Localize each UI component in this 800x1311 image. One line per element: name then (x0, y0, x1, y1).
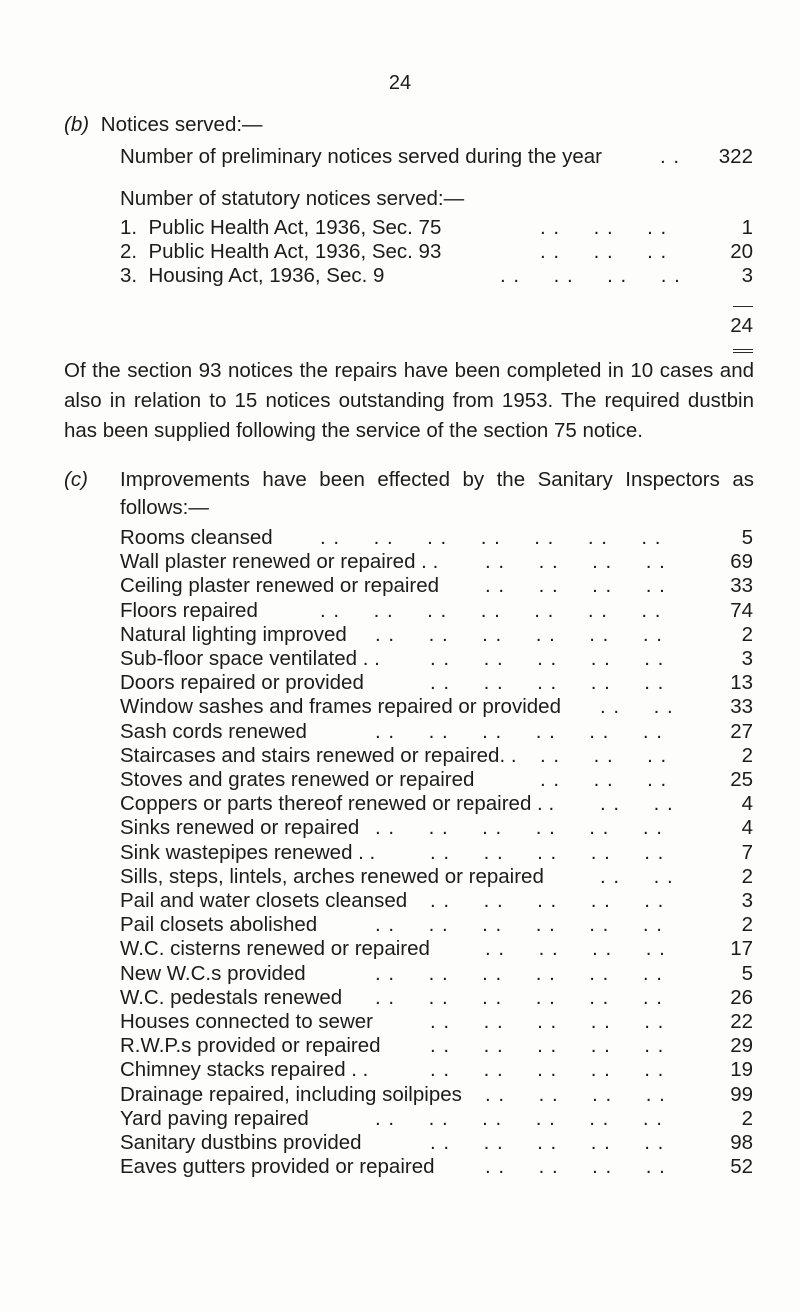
leader-dots: . . . . . . . . . . . . . . (320, 599, 662, 622)
improvement-label: Window sashes and frames repaired or provided (120, 695, 561, 718)
preliminary-notices-value: 322 (718, 145, 753, 168)
leader-dots: . . . . . . . . . . (430, 841, 665, 864)
leader-dots: . . . . . . . . (500, 264, 681, 287)
improvement-row (120, 1010, 753, 1034)
improvement-label: Doors repaired or provided (120, 671, 364, 694)
total-double-rule (733, 349, 753, 353)
leader-dots: . . . . . . . . . . (430, 1034, 665, 1057)
improvement-value: 3 (741, 647, 753, 670)
improvement-row (120, 768, 753, 792)
improvement-label: Pail closets abolished (120, 913, 318, 936)
leader-dots: . . . . . . . . (485, 550, 666, 573)
improvement-value: 99 (730, 1083, 753, 1106)
improvement-label: New W.C.s provided (120, 962, 306, 985)
section-b-heading (64, 113, 263, 137)
improvement-label: Sinks renewed or repaired (120, 816, 360, 839)
improvement-row (120, 841, 753, 865)
leader-dots: . . . . . . . . . . (430, 647, 665, 670)
improvement-row (120, 1155, 753, 1179)
improvement-row (120, 1083, 753, 1107)
total-rule (733, 306, 753, 307)
leader-dots: . . . . . . . . . . . . (375, 816, 663, 839)
leader-dots: . . . . . . (540, 216, 668, 239)
statutory-total-value: 24 (730, 314, 753, 337)
leader-dots: . . . . . . . . . . . . (375, 962, 663, 985)
section-93-paragraph: Of the section 93 notices the repairs have been completed in 10 cases and also in relation to 15 notices outstanding from 1953. The required dustbin has been supplied following the service of the section 75 notice. (64, 359, 754, 442)
improvement-row (120, 1107, 753, 1131)
section-c-heading (64, 468, 754, 492)
improvement-row (120, 1131, 753, 1155)
improvement-value: 27 (730, 720, 753, 743)
improvement-row (120, 720, 753, 744)
improvement-row (120, 671, 753, 695)
improvement-row (120, 792, 753, 816)
improvement-value: 4 (741, 792, 753, 815)
improvement-value: 29 (730, 1034, 753, 1057)
improvement-row (120, 1058, 753, 1082)
improvement-value: 2 (741, 623, 753, 646)
improvement-label: Ceiling plaster renewed or repaired (120, 574, 440, 597)
statutory-notice-label: 3. Housing Act, 1936, Sec. 9 (120, 264, 385, 287)
leader-dots: . . . . . . . . (485, 574, 666, 597)
improvement-label: Sash cords renewed (120, 720, 307, 743)
statutory-total-row (120, 314, 753, 338)
improvement-value: 13 (730, 671, 753, 694)
leader-dots: . . . . . . (540, 744, 668, 767)
improvement-value: 2 (741, 865, 753, 888)
leader-dots: . . . . . . . . . . . . (375, 1107, 663, 1130)
statutory-notice-value: 3 (741, 264, 753, 287)
improvement-value: 2 (741, 1107, 753, 1130)
page-number: 24 (388, 72, 412, 94)
improvement-value: 98 (730, 1131, 753, 1154)
improvement-label: Coppers or parts thereof renewed or repaired . . (120, 792, 555, 815)
improvement-label: R.W.P.s provided or repaired (120, 1034, 381, 1057)
improvement-value: 17 (730, 937, 753, 960)
improvement-row (120, 1034, 753, 1058)
improvement-value: 5 (741, 526, 753, 549)
improvement-row (120, 889, 753, 913)
improvement-row (120, 574, 753, 598)
improvement-value: 4 (741, 816, 753, 839)
improvement-label: Wall plaster renewed or repaired . . (120, 550, 439, 573)
improvement-label: Sills, steps, lintels, arches renewed or repaired (120, 865, 544, 888)
improvement-row (120, 550, 753, 574)
section-b-marker: (b) (64, 113, 90, 136)
improvement-value: 25 (730, 768, 753, 791)
improvement-row (120, 865, 753, 889)
improvement-label: Eaves gutters provided or repaired (120, 1155, 435, 1178)
preliminary-notices-row (120, 145, 753, 169)
section-c-title: Improvements have been effected by the Sanitary Inspectors as (120, 468, 754, 491)
leader-dots: . . . . (600, 792, 674, 815)
improvement-row (120, 623, 753, 647)
improvement-row (120, 744, 753, 768)
preliminary-notices-label: Number of preliminary notices served during the year (120, 145, 602, 168)
leader-dots: . . . . . . . . (485, 1155, 666, 1178)
statutory-notices-heading: Number of statutory notices served:— (120, 187, 465, 210)
improvement-value: 26 (730, 986, 753, 1009)
improvement-value: 22 (730, 1010, 753, 1033)
improvement-value: 3 (741, 889, 753, 912)
statutory-notice-row (120, 264, 753, 288)
statutory-notice-label: 2. Public Health Act, 1936, Sec. 93 (120, 240, 442, 263)
statutory-notice-label: 1. Public Health Act, 1936, Sec. 75 (120, 216, 442, 239)
leader-dots: . . . . . . . . . . (430, 671, 665, 694)
improvement-label: Drainage repaired, including soilpipes (120, 1083, 462, 1106)
improvement-row (120, 962, 753, 986)
improvement-value: 69 (730, 550, 753, 573)
improvement-label: Floors repaired (120, 599, 258, 622)
leader-dots: . . (660, 145, 681, 168)
improvement-label: Sanitary dustbins provided (120, 1131, 362, 1154)
improvement-label: Chimney stacks repaired . . (120, 1058, 369, 1081)
improvement-label: Staircases and stairs renewed or repaired. . (120, 744, 517, 767)
improvement-row (120, 526, 753, 550)
section-c-marker: (c) (64, 468, 88, 491)
improvement-label: Natural lighting improved (120, 623, 347, 646)
statutory-notice-row (120, 216, 753, 240)
leader-dots: . . . . (600, 695, 674, 718)
leader-dots: . . . . . . . . . . . . (375, 720, 663, 743)
leader-dots: . . . . . . . . . . (430, 1010, 665, 1033)
improvement-row (120, 986, 753, 1010)
statutory-notice-value: 20 (730, 240, 753, 263)
improvement-label: Pail and water closets cleansed (120, 889, 408, 912)
statutory-notice-row (120, 240, 753, 264)
leader-dots: . . . . . . . . . . . . (375, 986, 663, 1009)
leader-dots: . . . . . . (540, 768, 668, 791)
improvement-row (120, 599, 753, 623)
statutory-notice-value: 1 (741, 216, 753, 239)
improvement-value: 52 (730, 1155, 753, 1178)
improvement-label: W.C. cisterns renewed or repaired (120, 937, 430, 960)
improvement-value: 2 (741, 913, 753, 936)
improvement-row (120, 937, 753, 961)
leader-dots: . . . . . . (540, 240, 668, 263)
improvement-value: 33 (730, 695, 753, 718)
leader-dots: . . . . . . . . . . (430, 1058, 665, 1081)
improvement-value: 7 (741, 841, 753, 864)
improvement-value: 19 (730, 1058, 753, 1081)
improvement-label: Rooms cleansed (120, 526, 273, 549)
improvement-label: Yard paving repaired (120, 1107, 309, 1130)
improvement-label: W.C. pedestals renewed (120, 986, 343, 1009)
improvement-label: Sink wastepipes renewed . . (120, 841, 376, 864)
improvement-row (120, 816, 753, 840)
section-b-title: Notices served:— (100, 113, 263, 136)
leader-dots: . . . . . . . . . . . . . . (320, 526, 662, 549)
improvement-value: 74 (730, 599, 753, 622)
leader-dots: . . . . . . . . . . . . (375, 623, 663, 646)
leader-dots: . . . . . . . . . . . . (375, 913, 663, 936)
improvement-label: Houses connected to sewer (120, 1010, 373, 1033)
improvement-value: 2 (741, 744, 753, 767)
improvement-value: 5 (741, 962, 753, 985)
section-c-title-cont: follows:— (120, 496, 209, 519)
improvement-row (120, 913, 753, 937)
improvement-row (120, 695, 753, 719)
leader-dots: . . . . . . . . (485, 937, 666, 960)
improvement-value: 33 (730, 574, 753, 597)
leader-dots: . . . . . . . . . . (430, 889, 665, 912)
improvement-label: Stoves and grates renewed or repaired (120, 768, 475, 791)
improvement-label: Sub-floor space ventilated . . (120, 647, 380, 670)
leader-dots: . . . . . . . . (485, 1083, 666, 1106)
leader-dots: . . . . (600, 865, 674, 888)
improvement-row (120, 647, 753, 671)
leader-dots: . . . . . . . . . . (430, 1131, 665, 1154)
